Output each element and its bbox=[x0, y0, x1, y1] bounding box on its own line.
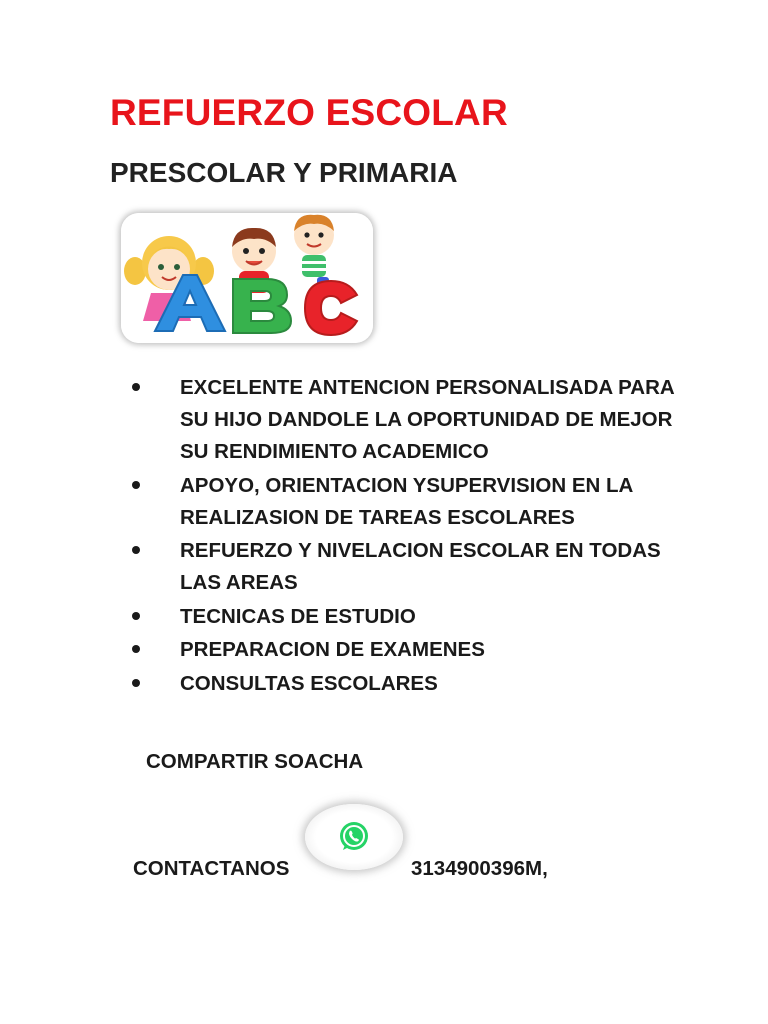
list-item bbox=[130, 470, 690, 534]
page-title: REFUERZO ESCOLAR bbox=[110, 92, 508, 133]
bullet-icon bbox=[132, 383, 140, 391]
list-item bbox=[130, 372, 690, 468]
list-item bbox=[130, 634, 690, 666]
abc-illustration-svg bbox=[121, 213, 373, 343]
contact-label: CONTACTANOS bbox=[133, 857, 290, 880]
location-text: COMPARTIR SOACHA bbox=[146, 750, 364, 773]
list-item bbox=[130, 668, 690, 700]
list-item-text: EXCELENTE ANTENCION PERSONALISADA PARA SU HIJO DANDOLE LA OPORTUNIDAD DE MEJOR SU RENDIMIENTO ACADEMICO bbox=[180, 376, 674, 463]
list-item-text: PREPARACION DE EXAMENES bbox=[180, 638, 485, 661]
list-item-text: REFUERZO Y NIVELACION ESCOLAR EN TODAS LAS AREAS bbox=[180, 539, 661, 594]
list-item bbox=[130, 535, 690, 599]
whatsapp-button[interactable] bbox=[305, 804, 403, 870]
page-subtitle: PRESCOLAR Y PRIMARIA bbox=[110, 157, 458, 188]
services-list bbox=[130, 372, 690, 701]
abc-kids-illustration bbox=[121, 213, 373, 343]
list-item-text: TECNICAS DE ESTUDIO bbox=[180, 604, 416, 628]
bullet-icon bbox=[132, 645, 140, 653]
whatsapp-icon bbox=[337, 820, 371, 854]
list-item-text: CONSULTAS ESCOLARES bbox=[180, 671, 438, 695]
bullet-icon bbox=[132, 546, 140, 554]
bullet-icon bbox=[132, 612, 140, 620]
bullet-icon bbox=[132, 679, 140, 687]
phone-number[interactable]: 3134900396M, bbox=[411, 857, 548, 880]
list-item-text: APOYO, ORIENTACION YSUPERVISION EN LA REALIZASION DE TAREAS ESCOLARES bbox=[180, 473, 633, 529]
list-item bbox=[130, 601, 690, 633]
bullet-icon bbox=[132, 481, 140, 489]
